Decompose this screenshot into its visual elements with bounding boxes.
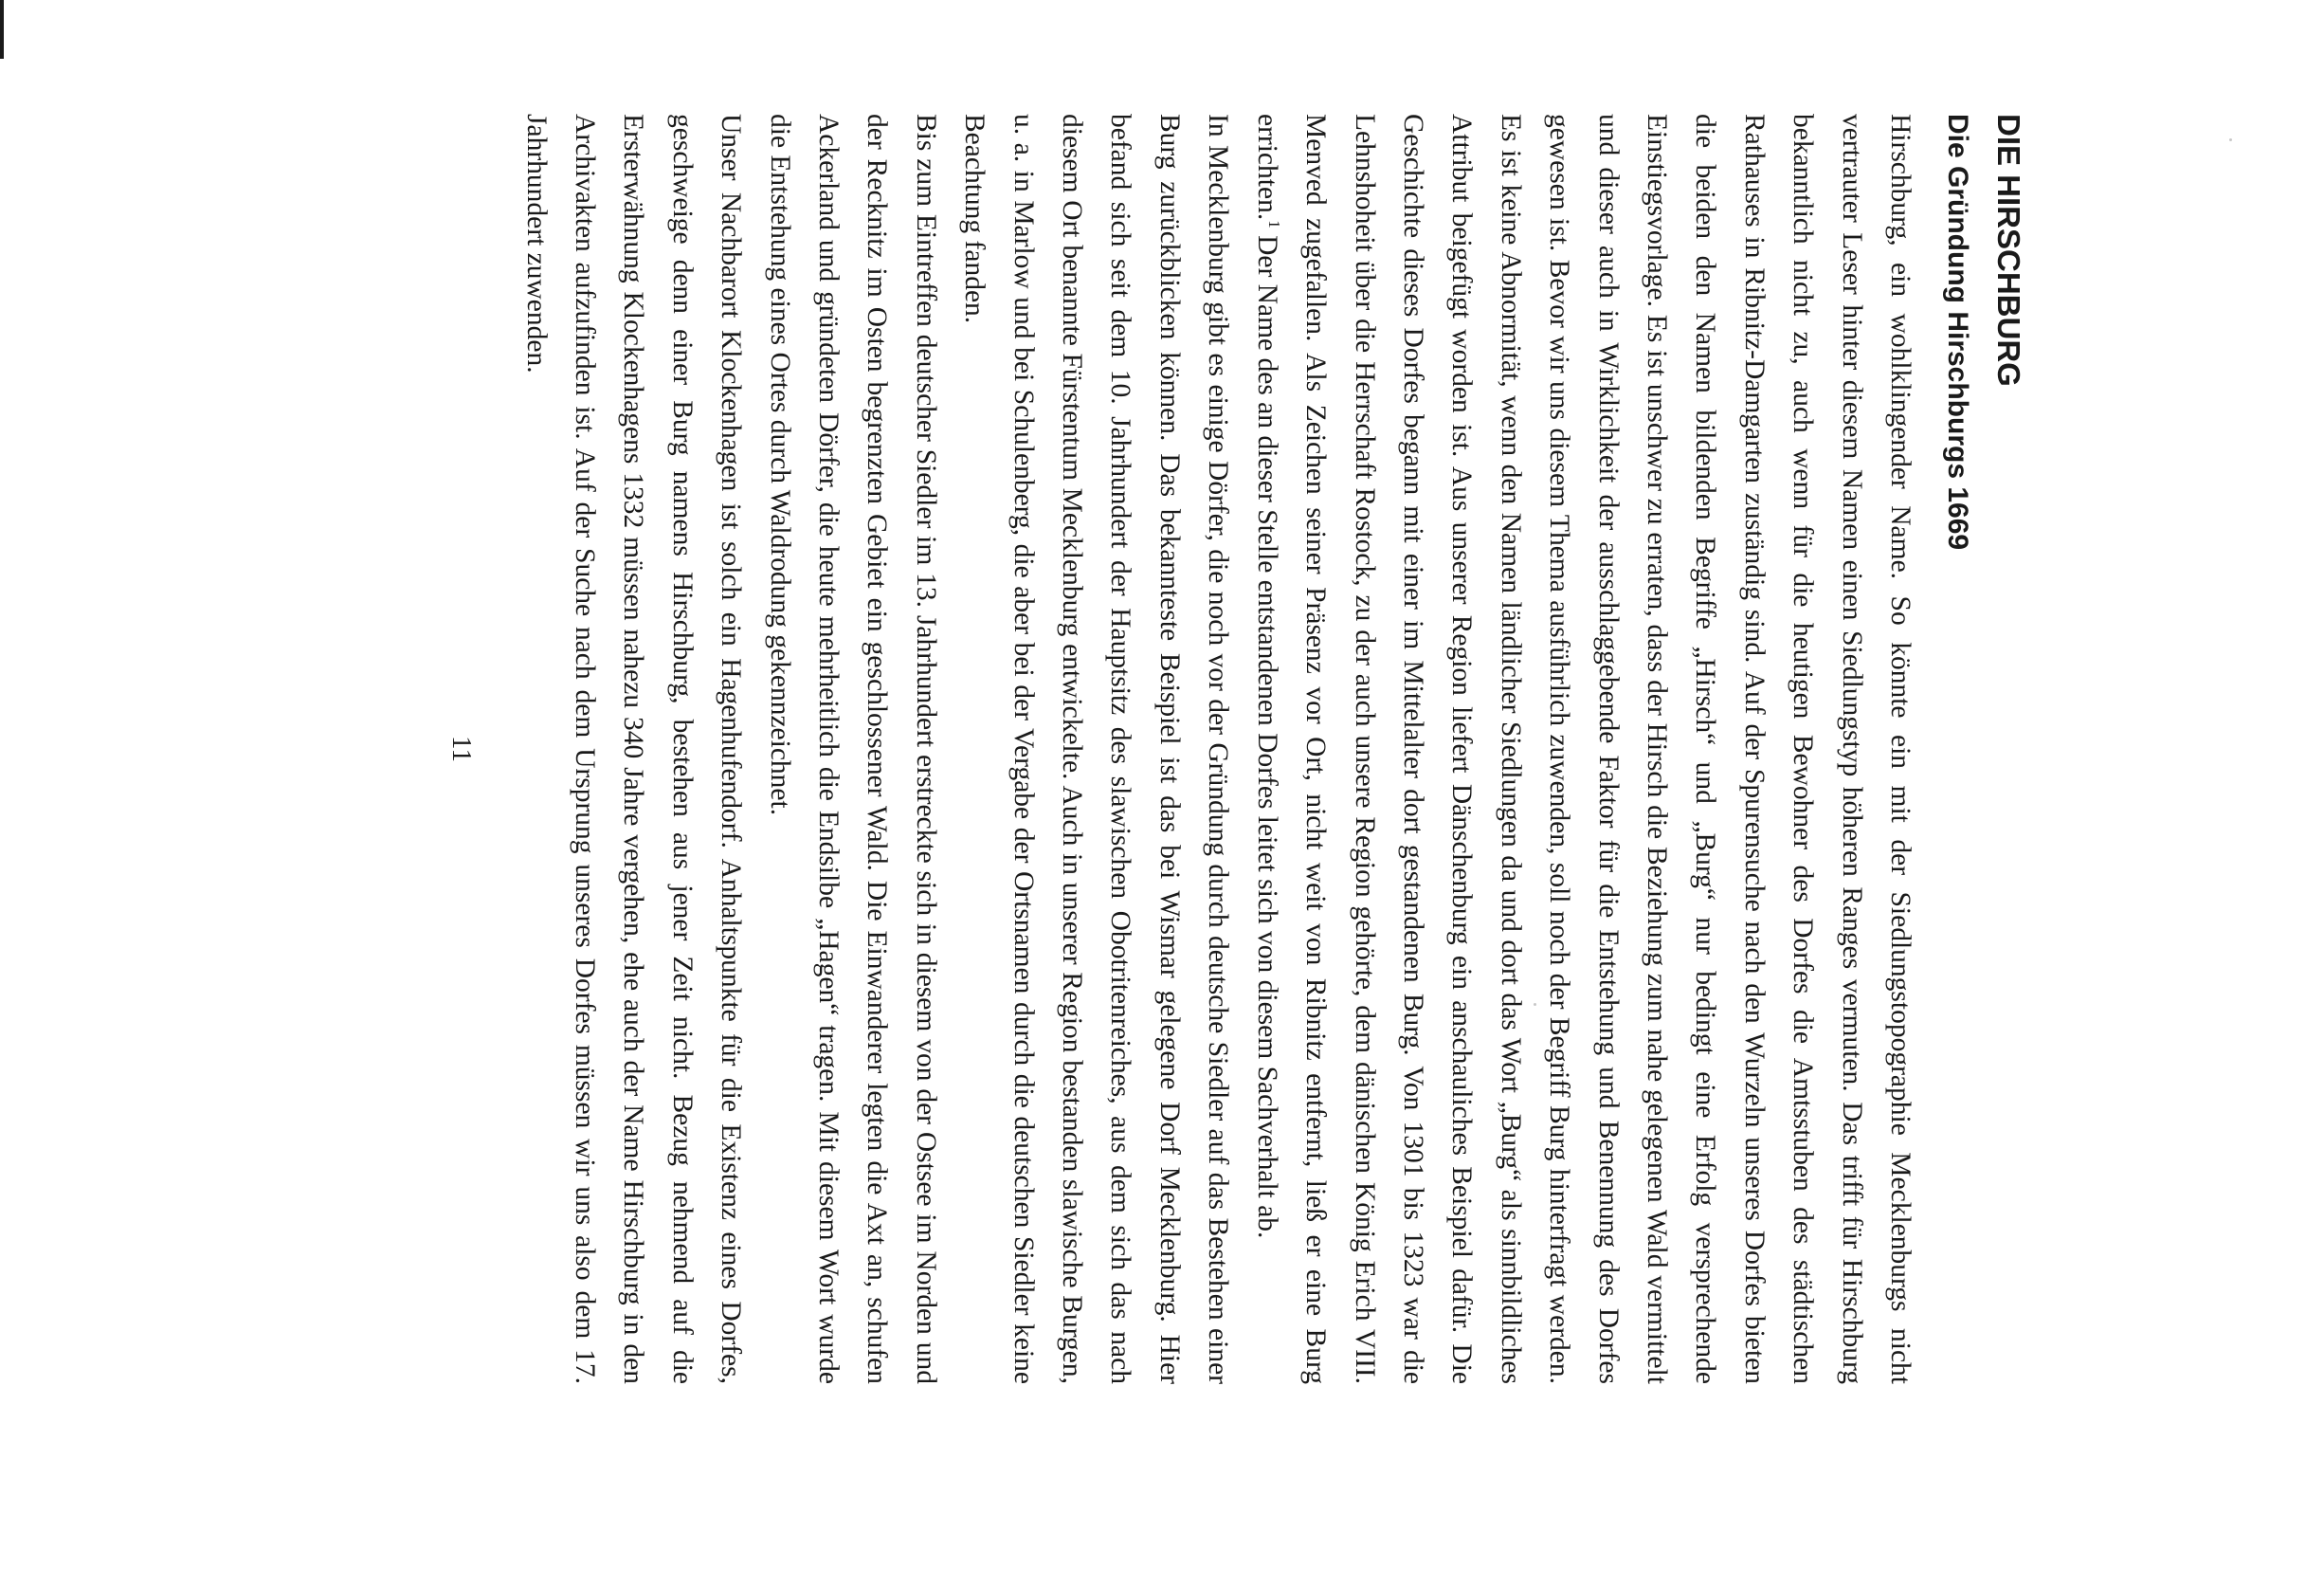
- scan-dust-speck: [2229, 138, 2232, 141]
- paragraph: Unser Nachbarort Klockenhagen ist solch ein Hagenhufendorf. Anhaltspunkte für die Existenz eines Dorfes, geschweige denn einer Burg namens Hirschburg, bestehen aus jener Zeit nicht. Bezug nehmend auf die Ersterwähnung Klockenhagens 1332 müssen nahezu 340 Jahre vergehen, ehe auch der Name Hirschburg in den Archivakten aufzufinden ist. Auf der Suche nach dem Ursprung unseres Dorfes müssen wir uns also dem 17. Jahrhundert zuwenden.: [520, 114, 747, 1384]
- section-heading: Die Gründung Hirschburgs 1669: [1942, 114, 1973, 551]
- paragraph: In Mecklenburg gibt es einige Dörfer, die noch vor der Gründung durch deutsche Siedler auf das Bestehen einer Burg zurückblicken können. Das bekannteste Beispiel ist das bei Wismar gelegene Dorf Mecklenburg. Hier befand sich seit dem 10. Jahrhundert der Hauptsitz des slawischen Obotritenreiches, aus dem sich das nach diesem Ort benannte Fürstentum Mecklenburg entwickelte. Auch in unserer Region bestanden slawische Burgen, u. a. in Marlow und bei Schulenberg, die aber bei der Vergabe der Ortsnamen durch die deutschen Siedler keine Beachtung fanden.: [959, 114, 1234, 1384]
- body-text: [511, 114, 1924, 1384]
- paragraph-text-continued: Der Name des an dieser Stelle entstandenen Dorfes leitet sich von diesem Sachverhalt ab.: [1251, 228, 1282, 1239]
- scan-edge-mark: [0, 0, 4, 59]
- rotated-document-page: [246, 114, 2028, 1384]
- page-title: DIE HIRSCHBURG: [1991, 114, 2026, 387]
- footnote-marker: 1: [1264, 220, 1283, 228]
- paragraph-text: Hirschburg, ein wohlklingender Name. So könnte ein mit der Siedlungstopographie Mecklenburgs nicht vertrauter Leser hinter diesem Namen einen Siedlungstyp höheren Ranges vermuten. Das trifft für Hirschburg bekanntlich nicht zu, auch wenn für die heutigen Bewohner des Dorfes die Amtsstuben des städtischen Rathauses in Ribnitz-Damgarten zuständig sind. Auf der Spurensuche nach den Wurzeln unseres Dorfes bieten die beiden den Namen bildenden Begriffe „Hirsch“ und „Burg“ nur bedingt eine Erfolg versprechende Einstiegsvorlage. Es ist unschwer zu erraten, dass der Hirsch die Beziehung zum nahe gelegenen Wald vermittelt und dieser auch in Wirklichkeit der ausschlaggebende Faktor für die Entstehung und Benennung des Dorfes gewesen ist. Bevor wir uns diesem Thema ausführlich zuwenden, soll noch der Begriff Burg hinterfragt werden. Es ist keine Abnormität, wenn den Namen ländlicher Siedlungen da und dort das Wort „Burg“ als sinnbildliches Attribut beigefügt worden ist. Aus unserer Region liefert Dänschenburg ein anschauliches Beispiel dafür. Die Geschichte dieses Dorfes begann mit einer im Mittelalter dort gestandenen Burg. Von 1301 bis 1323 war die Lehnshoheit über die Herrschaft Rostock, zu der auch unsere Region gehörte, dem dänischen König Erich VIII. Menved zugefallen. Als Zeichen seiner Präsenz vor Ort, nicht weit von Ribnitz entfernt, ließ er eine Burg errichten.: [1251, 114, 1915, 1384]
- page-number: 11: [446, 736, 478, 762]
- paragraph: Bis zum Eintreffen deutscher Siedler im 13. Jahrhundert erstreckte sich in diesem von der Ostsee im Norden und der Recknitz im Osten begrenzten Gebiet ein geschlossener Wald. Die Einwanderer legten die Axt an, schufen Ackerland und gründeten Dörfer, die heute mehrheitlich die Endsilbe „Hagen“ tragen. Mit diesem Wort wurde die Entstehung eines Ortes durch Waldrodung gekennzeichnet.: [764, 114, 941, 1384]
- paragraph: [1242, 114, 1924, 1384]
